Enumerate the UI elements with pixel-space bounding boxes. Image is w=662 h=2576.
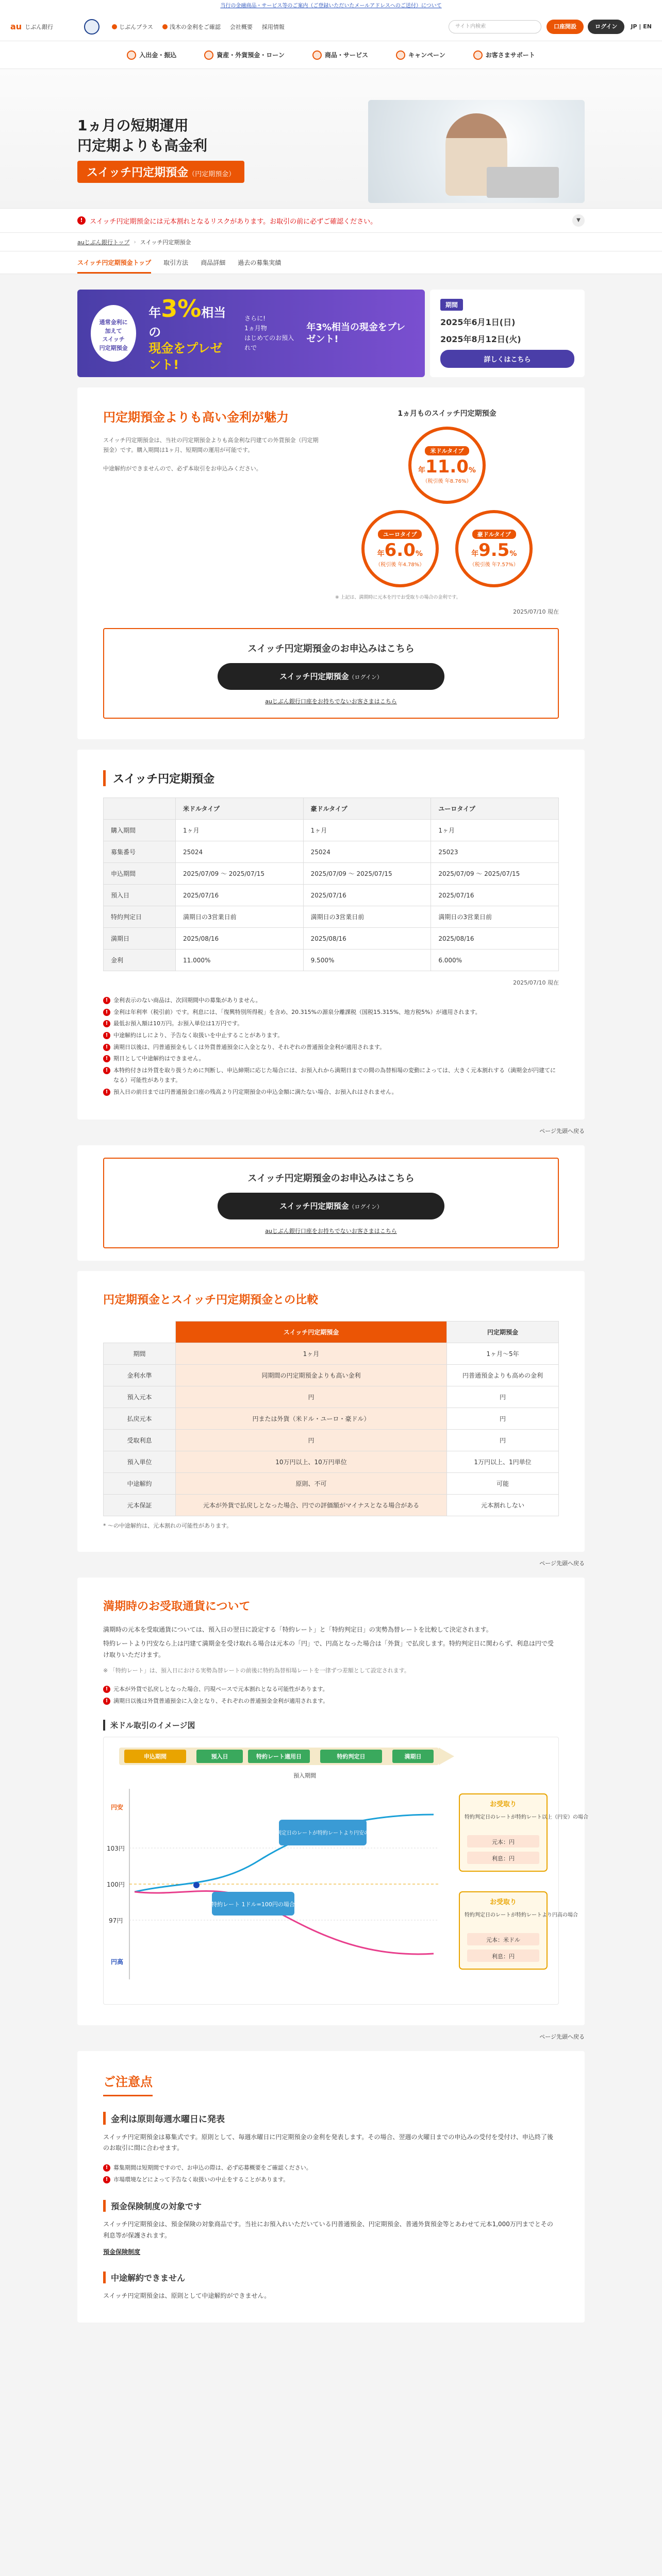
offer-header-usd: 米ドルタイプ — [176, 798, 304, 820]
login-button[interactable]: ログイン — [588, 20, 624, 34]
campaign-period — [430, 290, 585, 377]
case2-item-1: 利息：円 — [492, 1953, 515, 1960]
currency-p1: 満期時の元本を受取通貨については、預入日の翌日に設定する「特約レート」と「特約判定日」の実勢為替レートを比較して決定されます。 — [103, 1625, 492, 1633]
list-item: ! 期日として中途解約はできません。 — [103, 1054, 559, 1064]
compare-table — [103, 1321, 559, 1516]
bank-logo[interactable] — [10, 22, 53, 31]
rate-circle-usd: 米ドルタイプ 年11.0% （税引後 年8.76%） — [408, 427, 486, 504]
compare-title: 円定期預金とスイッチ円定期預金との比較 — [103, 1294, 319, 1307]
logo-mark: au — [10, 22, 22, 31]
caution-s2-title: 預金保険制度の対象です — [103, 2200, 559, 2212]
list-item: ! 金利表示のない商品は、次回期間中の募集がありません。 — [103, 996, 559, 1006]
list-item: ! 募集期間は短期間ですので、お申込の際は、必ず応募概要をご確認ください。 — [103, 2163, 559, 2173]
logo-text: じぶん銀行 — [25, 23, 54, 30]
caution-s3-text: スイッチ円定期預金は、原則として中途解約ができません。 — [103, 2292, 271, 2300]
list-item: ! 中途解約はしにより、予告なく取扱いを中止することがあります。 — [103, 1031, 559, 1041]
case2-text: 特約判定日のレートが特約レートより円高の場合 — [465, 1912, 578, 1918]
table-row: 申込期間 2025/07/09 〜 2025/07/15 2025/07/09 〜 2025/07/15 2025/07/09 〜 2025/07/15 — [104, 863, 559, 885]
local-tabs — [0, 251, 662, 274]
offer-header-empty — [104, 798, 176, 820]
list-item: ! 市場環境などによって予告なく取扱いの中止をすることがあります。 — [103, 2175, 559, 2185]
table-row: 元本保証 元本が外貨で払戻しとなった場合、円での評価額がマイナスとなる場合がある 元本割れしない — [104, 1495, 559, 1516]
hero-text — [77, 115, 244, 183]
apply-login-button[interactable]: スイッチ円定期預金（ログイン） — [218, 663, 444, 690]
timeline-label-2: 特約レート適用日 — [256, 1753, 302, 1760]
rates-note: ※ 上記は、満期時に元本を円でお受取りの場合の金利です。 — [335, 595, 461, 600]
no-account-link[interactable]: auじぶん銀行口座をお持ちでないお客さまはこちら — [265, 698, 397, 705]
pagetop-link-2[interactable]: ページ先頭へ戻る — [539, 1560, 585, 1567]
table-row: 受取利息 円 円 — [104, 1430, 559, 1451]
campaign-plus: さらに! 1ヵ月物 はじめてのお預入れで — [244, 314, 294, 352]
offer-title: スイッチ円定期預金 — [103, 770, 559, 786]
rate-circle-eur: ユーロタイプ 年6.0% （税引後 年4.78%） — [361, 510, 439, 587]
period-from: 2025年6月1日(日) — [440, 317, 516, 327]
table-row: 金利 11.000% 9.500% 6.000% — [104, 950, 559, 971]
caution-s3-title: 中途解約できません — [103, 2272, 559, 2283]
hero — [0, 69, 662, 208]
top-notice-link[interactable]: 当行の金融商品・サービス等のご案内（ご登録いただいたメールアドレスへのご送付）について — [0, 0, 662, 12]
caution-title: ご注意点 — [103, 2072, 153, 2096]
table-row: 預入元本 円 円 — [104, 1386, 559, 1408]
callout-rate-text: 特約レート 1ドル=100円の場合 — [211, 1901, 295, 1908]
list-item: ! 満期日以後は外貨普通預金に入金となり、それぞれの普通預金金利が適用されます。 — [103, 1697, 559, 1706]
open-account-button[interactable]: 口座開設 — [547, 20, 584, 34]
compare-card — [77, 1271, 585, 1552]
risk-text: スイッチ円定期預金には元本割れとなるリスクがあります。お取引の前に必ずご確認ください。 — [90, 217, 377, 226]
header-link-company[interactable]: 会社概要 — [229, 23, 253, 30]
table-row: 中途解約 原則、不可 可能 — [104, 1473, 559, 1495]
assets-icon — [204, 50, 213, 60]
campaign-extra: 年3%相当の現金をプレゼント! — [306, 321, 406, 345]
rates-desc: スイッチ円定期預金は、当社の円定期預金よりも高金利な円建ての外貨預金（円定期預金）です。購入期間は1ヶ月、短期間の運用が可能です。 — [103, 437, 319, 453]
rates-card — [77, 387, 585, 739]
header-links — [112, 23, 285, 31]
rates-desc2: 中途解約ができませんので、必ず本取引をお申込みください。 — [103, 465, 262, 472]
apply-card-2 — [77, 1145, 585, 1261]
currency-note: ※ 「特約レート」は、預入日における実勢為替レートの前後に特約為替相場レートを一律ずつ差額として設定されます。 — [103, 1667, 410, 1674]
plus-icon — [112, 24, 117, 29]
campaign-banner[interactable] — [77, 290, 585, 377]
compare-header-empty — [104, 1321, 176, 1343]
tab-howto[interactable]: 取引方法 — [163, 259, 189, 266]
table-row: 金利水準 同期間の円定期預金よりも高い金利 円普通預金よりも高めの金利 — [104, 1365, 559, 1386]
list-item: ! 満期日以後は、円普通預金もしくは外貨普通預金に入金となり、それぞれの普通預金金利が適用されます。 — [103, 1043, 559, 1053]
caution-card — [77, 2051, 585, 2323]
campaign-headline: 年3%相当の 現金をプレゼント! — [148, 295, 226, 372]
timeline-arrow — [439, 1748, 454, 1765]
campaign-detail-button[interactable]: 詳しくはこちら — [440, 350, 574, 368]
list-item: ! 金利は年利率（税引前）です。利息には、「復興特別所得税」を含め、20.315%の源泉分離課税（国税15.315%、地方税5%）が適用されます。 — [103, 1008, 559, 1018]
chevron-down-icon[interactable]: ▼ — [572, 214, 585, 227]
currency-card — [77, 1578, 588, 2025]
case1-text: 特約判定日のレートが特約レート以上（円安）の場合 — [465, 1814, 588, 1820]
products-icon — [312, 50, 322, 60]
currency-bullets — [103, 1685, 559, 1706]
compare-header-switch: スイッチ円定期預金 — [176, 1321, 447, 1343]
period-to: 2025年8月12日(火) — [440, 334, 521, 344]
rate-point — [193, 1882, 200, 1888]
tab-top[interactable]: スイッチ円定期預金トップ — [77, 258, 151, 274]
tab-details[interactable]: 商品詳細 — [201, 259, 226, 266]
campaign-circle: 通常金利に 加えて スイッチ 円定期預金 — [91, 305, 136, 362]
nav-item-campaign[interactable]: キャンペーン — [396, 50, 445, 60]
header-link-rates[interactable]: 浅木の金利をご確認 — [162, 23, 221, 31]
table-row: 預入単位 10万円以上、10万円単位 1万円以上、1円単位 — [104, 1451, 559, 1473]
table-row: 払戻元本 円または外貨（米ドル・ユーロ・豪ドル） 円 — [104, 1408, 559, 1430]
hero-laptop-image — [487, 167, 559, 198]
global-header — [0, 12, 662, 41]
no-account-link-2[interactable]: auじぶん銀行口座をお持ちでないお客さまはこちら — [265, 1228, 397, 1235]
rate-icon — [162, 24, 168, 29]
header-link-plus[interactable]: じぶんプラス — [112, 23, 153, 31]
compare-header-time: 円定期預金 — [446, 1321, 558, 1343]
pagetop-link-3[interactable]: ページ先頭へ戻る — [539, 2033, 585, 2040]
case1-item-1: 利息：円 — [492, 1855, 515, 1862]
deposit-icon — [127, 50, 136, 60]
breadcrumb-current: スイッチ円定期預金 — [140, 239, 191, 246]
campaign-main — [77, 290, 425, 377]
tab-history[interactable]: 過去の募集実績 — [238, 259, 282, 266]
offer-header-eur: ユーロタイプ — [431, 798, 559, 820]
y-label-103: 103円 — [107, 1844, 125, 1852]
hero-title-line1: 1ヵ月の短期運用 — [77, 117, 189, 134]
offer-asof: 2025/07/10 現在 — [513, 979, 559, 986]
list-item: ! 元本が外貨で払戻しとなった場合、円現ベースで元本割れとなる可能性があります。 — [103, 1685, 559, 1694]
usd-diagram-svg — [104, 1737, 588, 2005]
offer-notes — [103, 996, 559, 1097]
apply-box — [103, 628, 559, 719]
table-row: 募集番号 25024 25024 25023 — [104, 841, 559, 863]
risk-bar[interactable] — [0, 208, 662, 233]
y-label-weak: 円安 — [111, 1803, 124, 1811]
nav-item-deposit[interactable]: 入出金・振込 — [127, 50, 176, 60]
emblem-icon — [84, 19, 100, 35]
global-nav — [0, 41, 662, 69]
apply-box-2 — [103, 1158, 559, 1248]
nav-item-assets[interactable]: 資産・外貨預金・ローン — [204, 50, 285, 60]
table-row: 特約判定日 満期日の3営業日前 満期日の3営業日前 満期日の3営業日前 — [104, 906, 559, 928]
pagetop-link[interactable]: ページ先頭へ戻る — [539, 1128, 585, 1135]
rates-title: 円定期預金よりも高い金利が魅力 — [103, 410, 289, 425]
compare-note: * 〜の中途解約は、元本割れの可能性があります。 — [103, 1522, 233, 1530]
table-row: 満期日 2025/08/16 2025/08/16 2025/08/16 — [104, 928, 559, 950]
breadcrumb-home[interactable]: auじぶん銀行トップ — [77, 239, 130, 246]
timeline-label-5: 満期日 — [404, 1753, 422, 1760]
campaign-icon — [396, 50, 405, 60]
apply-title-2: スイッチ円定期預金のお申込みはこちら — [247, 1173, 415, 1184]
list-item: ! 最低お預入額は10万円。お預入単位は1万円です。 — [103, 1019, 559, 1029]
offer-header-aud: 豪ドルタイプ — [303, 798, 431, 820]
timeline-label-1: 預入日 — [211, 1753, 228, 1760]
breadcrumb — [0, 233, 662, 251]
timeline-label-4: 特約判定日 — [337, 1753, 366, 1760]
caution-s2-text: スイッチ円定期預金は、預金保険の対象商品です。当社にお預入れいただいている円普通預金、円定期預金、普通外貨預金等とあわせて元本1,000万円までとその利息等が保護されます。 — [103, 2221, 553, 2239]
breadcrumb-sep: › — [134, 239, 136, 245]
caution-s1-title: 金利は原則毎週水曜日に発表 — [103, 2112, 559, 2125]
case2-title: お受取り — [489, 1898, 517, 1906]
y-label-97: 97円 — [109, 1917, 123, 1924]
table-row: 購入期間 1ヶ月 1ヶ月 1ヶ月 — [104, 820, 559, 841]
y-label-100: 100円 — [107, 1880, 125, 1888]
language-switch[interactable]: JP | EN — [631, 23, 652, 30]
apply-title: スイッチ円定期預金のお申込みはこちら — [247, 643, 415, 654]
table-row: 期間 1ヶ月 1ヶ月〜5年 — [104, 1343, 559, 1365]
period-label: 期間 — [440, 299, 463, 311]
rates-asof: 2025/07/10 現在 — [513, 608, 559, 615]
list-item: ! 預入日の前日までは円普通預金口座の残高より円定期預金の申込金額に満たない場合、お預入れはされません。 — [103, 1088, 559, 1097]
hero-title-line2: 円定期よりも高金利 — [77, 137, 208, 155]
y-label-strong: 円高 — [111, 1958, 124, 1965]
case1-item-0: 元本：円 — [492, 1838, 515, 1845]
offer-table — [103, 798, 559, 971]
search-input[interactable]: サイト内検索 — [449, 20, 541, 33]
case1-title: お受取り — [489, 1800, 517, 1808]
hero-product-badge: スイッチ円定期預金（円定期預金） — [77, 161, 244, 183]
usd-image-diagram — [103, 1737, 588, 2005]
warning-icon: ! — [77, 216, 86, 225]
callout-up-text: 特約判定日のレートが特約レートより円安の場合 — [266, 1830, 379, 1836]
rate-circle-aud: 豪ドルタイプ 年9.5% （税引後 年7.57%） — [455, 510, 533, 587]
caution-s1-notes — [103, 2163, 559, 2184]
rates-right-title: 1ヵ月ものスイッチ円定期預金 — [398, 410, 496, 418]
caution-s1-text: スイッチ円定期預金は募集式です。原則として、毎週水曜日に円定期預金の金利を発表します。その場合、翌週の火曜日までの申込みの受付を受付け、申込終了後のお取引に間に合わせます。 — [103, 2133, 553, 2152]
timeline-label-3: 預入期間 — [293, 1772, 316, 1779]
table-row: 預入日 2025/07/16 2025/07/16 2025/07/16 — [104, 885, 559, 906]
list-item: ! 本特約付きは外貨を取り扱うために判断し、申込締期に応じた場合には、お預入れから満期日までの間の為替相場の変動によっては、大きく元本割れする（満期金が円建てになる）可能性があります。 — [103, 1066, 559, 1085]
timeline-label-0: 申込期間 — [144, 1753, 167, 1760]
support-icon — [473, 50, 483, 60]
header-link-recruit[interactable]: 採用情報 — [261, 23, 285, 30]
nav-item-support[interactable]: お客さまサポート — [473, 50, 535, 60]
offer-card — [77, 750, 585, 1120]
case2-item-0: 元本：米ドル — [486, 1936, 520, 1943]
image-chart-title: 米ドル取引のイメージ図 — [103, 1720, 559, 1731]
apply-login-button-2[interactable]: スイッチ円定期預金（ログイン） — [218, 1193, 444, 1219]
nav-item-products[interactable]: 商品・サービス — [312, 50, 368, 60]
deposit-insurance-link[interactable]: 預金保険制度 — [103, 2248, 141, 2256]
currency-title: 満期時のお受取通貨について — [103, 1600, 251, 1613]
currency-p2: 特約レートより円安なら上は円建て満期金を受け取れる場合は元本の「円」で、円高となった場合は「外貨」で払戻します。特約判定日に関わらず、利息は円で受け取りいただけます。 — [103, 1640, 554, 1659]
